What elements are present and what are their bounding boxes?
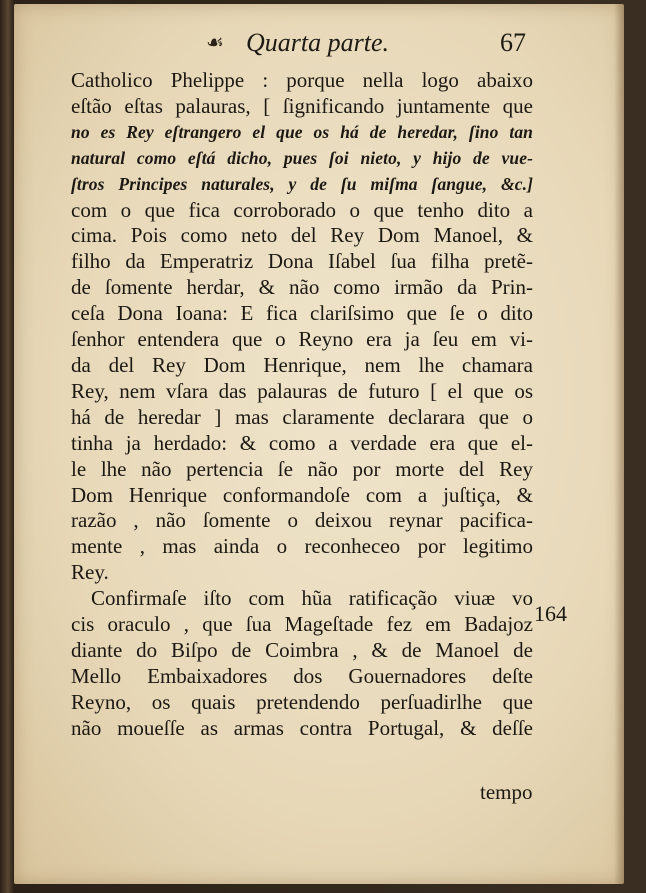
text-line: eſtão eſtas palauras, [ ſignificando juntamente que (71, 93, 533, 118)
text-line: tinha ja herdado: & como a verdade era que el- (71, 430, 533, 455)
running-title: Quarta parte. (246, 28, 389, 57)
page-edge-shadow (614, 4, 624, 884)
fleuron-ornament-icon: ☙ (206, 32, 224, 54)
text-line: não moueſſe as armas contra Portugal, & deſſe (71, 715, 533, 740)
text-line: mente , mas ainda o reconheceo por legitimo (71, 534, 533, 559)
text-line: Mello Embaixadores dos Gouernadores deſte (71, 663, 533, 688)
text-line: ceſa Dona Ioana: E fica clariſsimo que ſe o dito (71, 301, 533, 326)
marginal-note: 164 (534, 601, 567, 626)
text-line: Confirmaſe iſto com hũa ratificação viuæ vo (91, 586, 533, 611)
text-line: de ſomente herdar, & não como irmão da Prin- (71, 275, 533, 300)
text-line: ſtros Principes naturales, y de ſu miſma ſangue, &c.] (71, 173, 533, 194)
text-line: cis oraculo , que ſua Mageſtade fez em Badajoz (71, 612, 533, 637)
text-line: com o que fica corroborado o que tenho dito a (71, 197, 533, 222)
text-line: Catholico Phelippe : porque nella logo abaixo (71, 68, 533, 92)
text-line: diante do Biſpo de Coimbra , & de Manoel de (71, 637, 533, 662)
catchword: tempo (480, 780, 533, 804)
body-text (71, 68, 533, 742)
text-line: da del Rey Dom Henrique, nem lhe chamara (71, 352, 533, 377)
text-line: cima. Pois como neto del Rey Dom Manoel, & (71, 223, 533, 248)
text-line: no es Rey eſtrangero el que os há de heredar, ſino tan (71, 121, 533, 142)
text-line: ſenhor entendera que o Reyno era ja ſeu em vi- (71, 327, 533, 352)
text-line: razão , não ſomente o deixou reynar pacifica- (71, 508, 533, 533)
text-line: Dom Henrique conformandoſe com a juſtiça, & (71, 482, 533, 507)
text-line: há de heredar ] mas claramente declarara que o (71, 404, 533, 429)
text-line: le lhe não pertencia ſe não por morte del Rey (71, 456, 533, 481)
page-header (14, 26, 624, 66)
text-line: Rey. (71, 560, 109, 585)
text-line: filho da Emperatriz Dona Iſabel ſua filha pretẽ- (71, 249, 533, 274)
text-line: natural como eſtá dicho, pues ſoi nieto, y hijo de vue- (71, 147, 533, 168)
book-page (14, 4, 624, 884)
text-line: Rey, nem vſara das palauras de futuro [ el que os (71, 378, 533, 403)
text-line: Reyno, os quais pretendendo perſuadirlhe que (71, 689, 533, 714)
folio-number: 67 (500, 28, 526, 57)
